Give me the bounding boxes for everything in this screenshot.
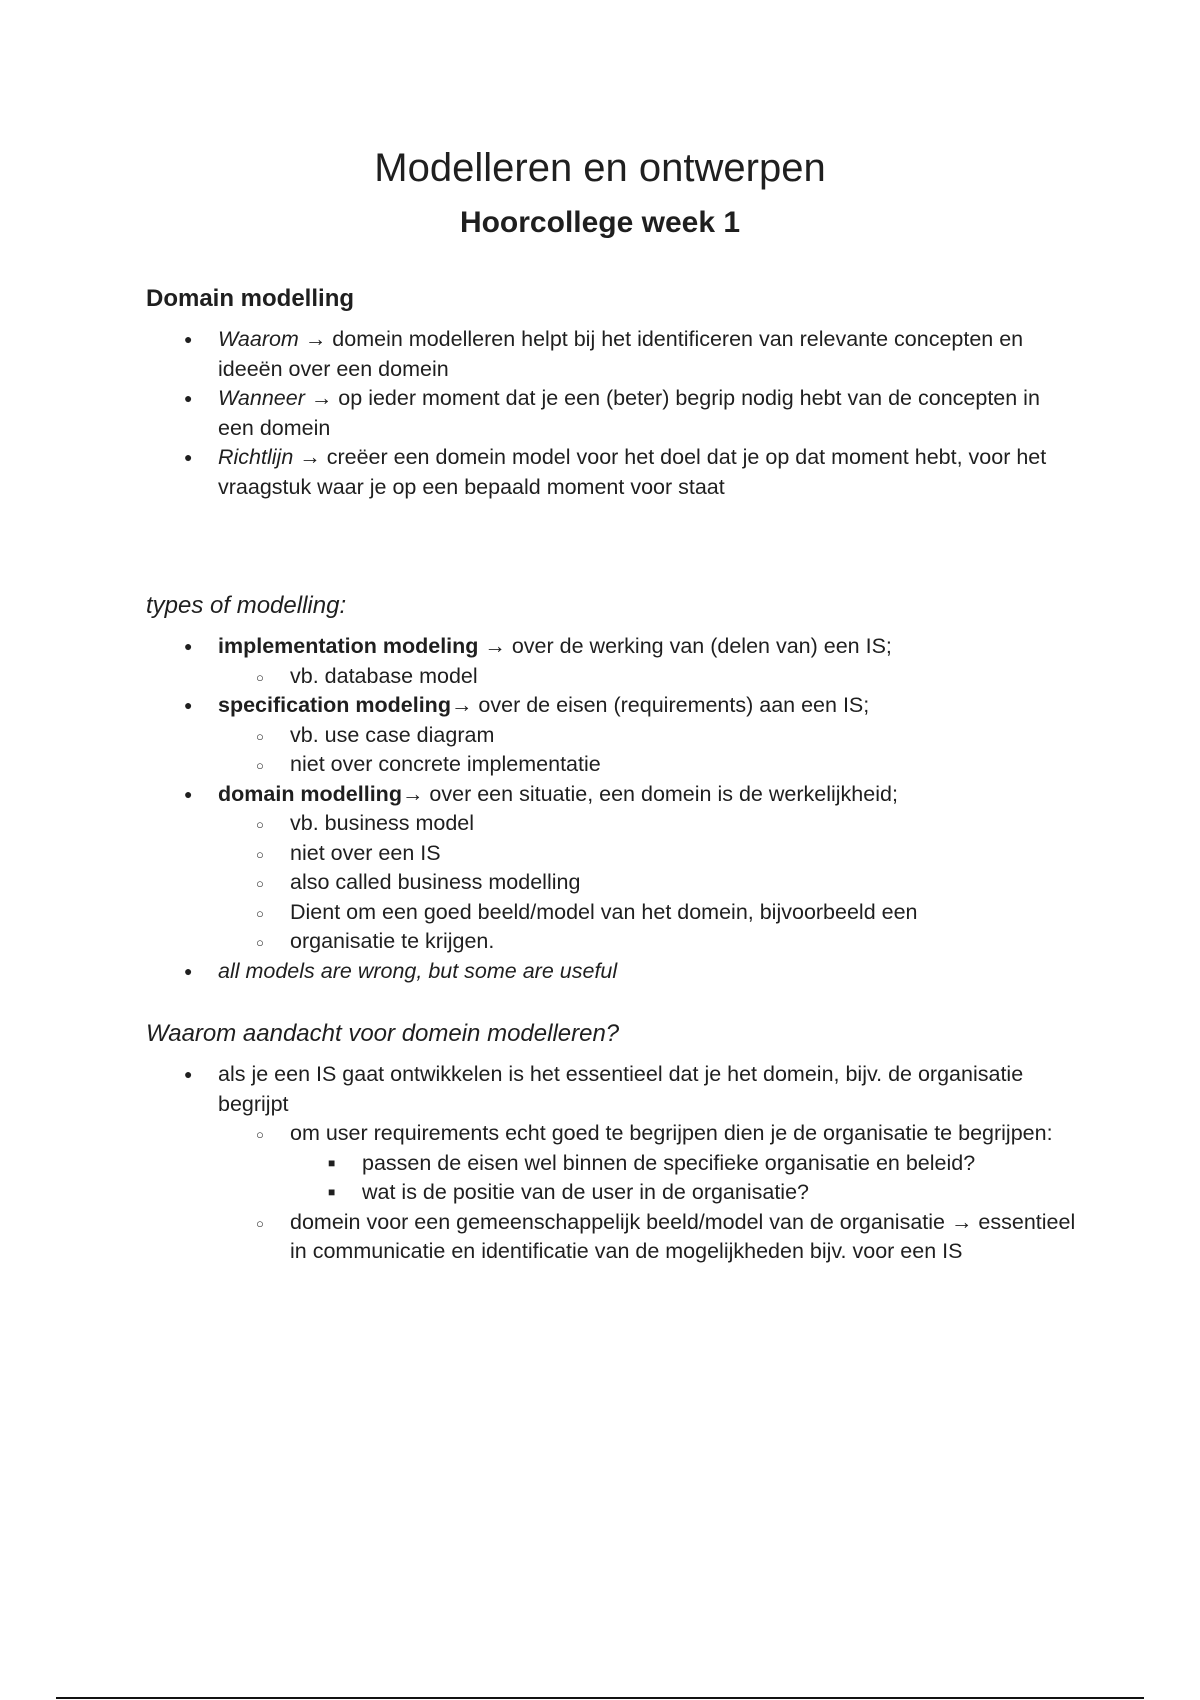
document-content <box>146 283 1076 1267</box>
types-of-modelling-list <box>146 632 1076 986</box>
section-heading-domain-modelling: Domain modelling <box>146 285 355 312</box>
list-item: ● Richtlijn → creëer een domein model voor het doel dat je op dat moment hebt, voor het vraagstuk waar je op een bepaald moment voor staat <box>146 443 1076 502</box>
list-item: ● all models are wrong, but some are useful <box>146 957 1076 987</box>
list-item: ● specification modeling→ over de eisen (requirements) aan een IS; ○ vb. use case diagram ○ niet over concrete implementatie <box>146 691 1076 780</box>
waarom-aandacht-list <box>146 1060 1076 1267</box>
section-heading-types-of-modelling: types of modelling: <box>146 592 347 619</box>
sub-list-item: ○ organisatie te krijgen. <box>218 927 1076 957</box>
sub-list-item: ○ niet over een IS <box>218 839 1076 869</box>
sub-list-item: ○ Dient om een goed beeld/model van het domein, bijvoorbeeld een <box>218 898 1076 928</box>
list-item: ● als je een IS gaat ontwikkelen is het essentieel dat je het domein, bijv. de organisatie begrijpt ○ om user requirements echt goed te begrijpen dien je de organisatie te begrijpen: ■ passen de eisen wel binnen de specifieke organisatie en beleid? ■ wat is de positie van de user in de organisatie? ○ domein voor een gemeenschappelijk beeld/model van de organisatie → essentieel in communicatie en identificatie van de mogelijkheden bijv. voor een IS <box>146 1060 1076 1267</box>
sub-list-item: ○ vb. business model <box>218 809 1076 839</box>
list-item: ● Waarom → domein modelleren helpt bij het identificeren van relevante concepten en ideeën over een domein <box>146 325 1076 384</box>
list-item: ● domain modelling→ over een situatie, een domein is de werkelijkheid; ○ vb. business model ○ niet over een IS ○ also called business modelling ○ Dient om een goed beeld/model van het domein, bijvoorbeeld een ○ organisatie te krijgen. <box>146 780 1076 957</box>
sub-list-item: ○ domein voor een gemeenschappelijk beeld/model van de organisatie → essentieel in communicatie en identificatie van de mogelijkheden bijv. voor een IS <box>218 1208 1076 1267</box>
sub-list <box>218 1119 1076 1267</box>
sub-list-item: ○ niet over concrete implementatie <box>218 750 1076 780</box>
list-item: ● Wanneer → op ieder moment dat je een (beter) begrip nodig hebt van de concepten in een domein <box>146 384 1076 443</box>
bottom-divider <box>56 1697 1144 1699</box>
sub-list-item: ○ also called business modelling <box>218 868 1076 898</box>
domain-modelling-list <box>146 325 1076 502</box>
sub-sub-list-item: ■ passen de eisen wel binnen de specifieke organisatie en beleid? <box>290 1149 1076 1179</box>
sub-sub-list-item: ■ wat is de positie van de user in de organisatie? <box>290 1178 1076 1208</box>
sub-list <box>218 809 1076 957</box>
list-item: ● implementation modeling → over de werking van (delen van) een IS; ○ vb. database model <box>146 632 1076 691</box>
sub-list-item: ○ vb. database model <box>218 662 1076 692</box>
document-title: Modelleren en ontwerpen <box>374 146 826 190</box>
sub-list-item: ○ vb. use case diagram <box>218 721 1076 751</box>
sub-list <box>218 662 1076 692</box>
section-heading-waarom-aandacht: Waarom aandacht voor domein modelleren? <box>146 1020 620 1047</box>
sub-sub-list <box>290 1149 1076 1208</box>
sub-list-item: ○ om user requirements echt goed te begrijpen dien je de organisatie te begrijpen: ■ passen de eisen wel binnen de specifieke organisatie en beleid? ■ wat is de positie van de user in de organisatie? <box>218 1119 1076 1208</box>
document-subtitle: Hoorcollege week 1 <box>459 206 741 239</box>
sub-list <box>218 721 1076 780</box>
